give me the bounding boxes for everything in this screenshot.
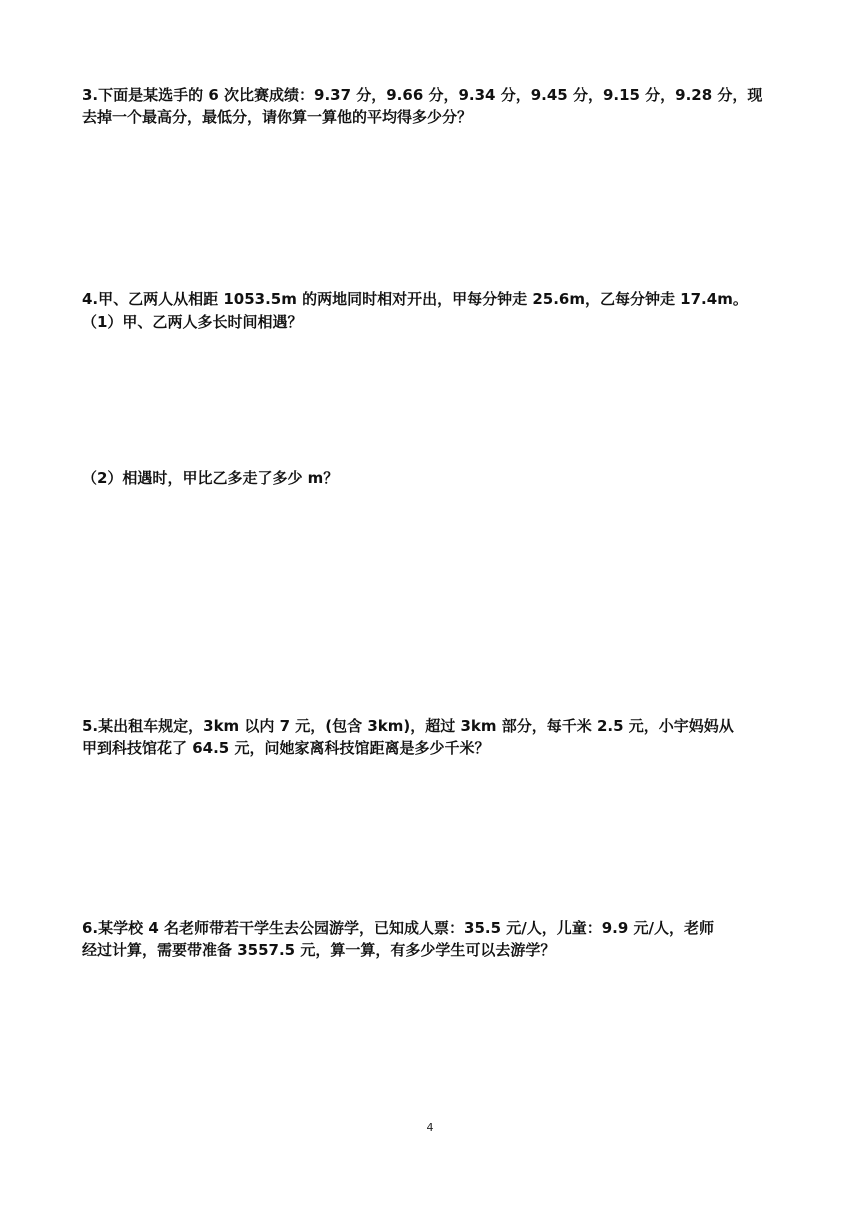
question-4-sub-1: （1）甲、乙两人多长时间相遇？ [82,313,303,331]
question-5-line-2: 甲到科技馆花了 64.5 元，问她家离科技馆距离是多少千米？ [82,739,490,757]
question-5-line-1: 5.某出租车规定，3km 以内 7 元，(包含 3km)，超过 3km 部分，每千米 2.5 元，小宇妈妈从 [82,717,734,735]
question-6-line-2: 经过计算，需要带准备 3557.5 元，算一算，有多少学生可以去游学？ [82,941,556,959]
page-number: 4 [426,1121,434,1134]
question-3-line-1: 3.下面是某选手的 6 次比赛成绩：9.37 分，9.66 分，9.34 分，9.45 分，9.15 分，9.28 分，现 [82,86,763,104]
question-4-line-1: 4.甲、乙两人从相距 1053.5m 的两地同时相对开出，甲每分钟走 25.6m，乙每分钟走 17.4m。 [82,290,748,308]
question-3-line-2: 去掉一个最高分，最低分，请你算一算他的平均得多少分？ [82,108,473,126]
question-4-sub-2: （2）相遇时，甲比乙多走了多少 m？ [82,469,339,487]
question-6-line-1: 6.某学校 4 名老师带若干学生去公园游学，已知成人票：35.5 元/人，儿童：9.9 元/人，老师 [82,919,715,937]
